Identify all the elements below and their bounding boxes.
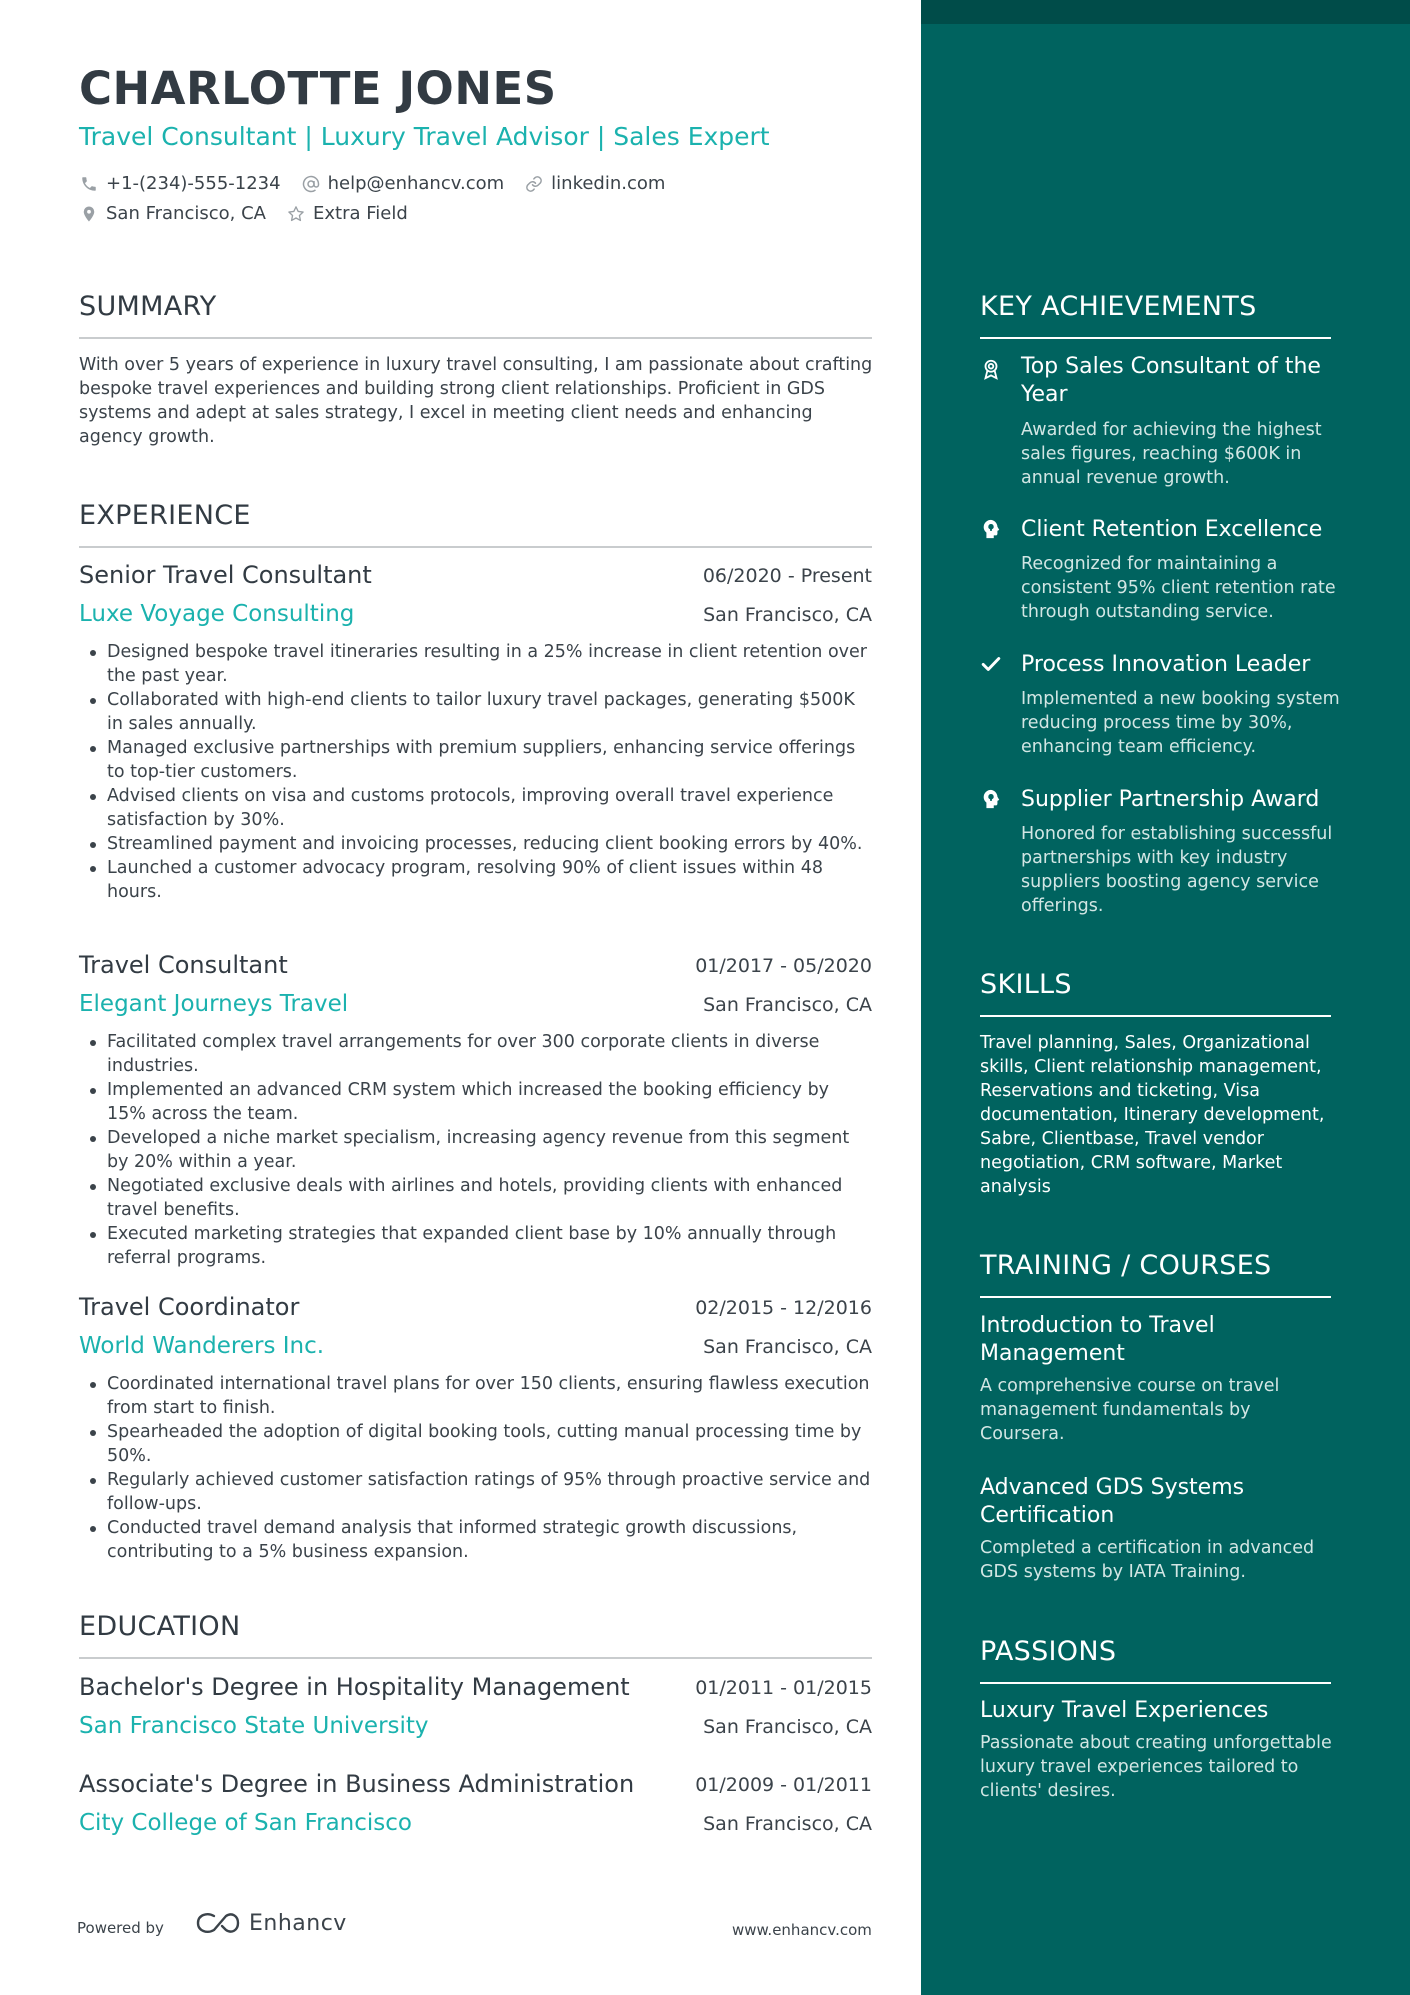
job-bullets — [79, 640, 872, 904]
training-heading: TRAINING / COURSES — [980, 1250, 1272, 1281]
degree-title: Associate's Degree in Business Administration — [79, 1770, 635, 1798]
location-pin-icon — [79, 204, 99, 224]
course-item — [980, 1312, 1340, 1446]
bullet-item: Developed a niche market specialism, increasing agency revenue from this segment by 20% within a year. — [79, 1126, 872, 1174]
course-title: Introduction to Travel Management — [980, 1313, 1215, 1366]
sidebar — [921, 0, 1410, 1995]
star-icon — [286, 204, 306, 224]
experience-heading: EXPERIENCE — [79, 500, 251, 531]
head-idea-icon — [980, 518, 1002, 540]
school-location: San Francisco, CA — [703, 1716, 872, 1738]
footer-url[interactable]: www.enhancv.com — [732, 1921, 872, 1939]
passions-heading: PASSIONS — [980, 1636, 1117, 1667]
job-location: San Francisco, CA — [703, 994, 872, 1016]
extra-field-text: Extra Field — [312, 203, 408, 224]
course-title: Advanced GDS Systems Certification — [980, 1475, 1245, 1528]
summary-heading: SUMMARY — [79, 291, 217, 322]
passion-item — [980, 1697, 1340, 1803]
company-name: Luxe Voyage Consulting — [79, 601, 355, 627]
achievement-desc: Recognized for maintaining a consistent 95% client retention rate through outstanding service. — [1021, 554, 1336, 622]
contact-extra — [286, 203, 408, 224]
job-title: Senior Travel Consultant — [79, 561, 372, 589]
bullet-item: Launched a customer advocacy program, resolving 90% of client issues within 48 hours. — [79, 856, 872, 904]
bullet-item: Spearheaded the adoption of digital booking tools, cutting manual processing time by 50%. — [79, 1420, 872, 1468]
contact-row-2 — [79, 203, 428, 224]
contact-website[interactable] — [524, 173, 665, 194]
brand-name: Enhancv — [249, 1910, 347, 1936]
bullet-item: Advised clients on visa and customs protocols, improving overall travel experience satisfaction by 30%. — [79, 784, 872, 832]
candidate-name: CHARLOTTE JONES — [79, 62, 557, 115]
passions-divider — [980, 1682, 1331, 1684]
sidebar-top-bar — [921, 0, 1410, 24]
bullet-item: Coordinated international travel plans for over 150 clients, ensuring flawless execution from start to finish. — [79, 1372, 872, 1420]
achievement-desc: Awarded for achieving the highest sales figures, reaching $600K in annual revenue growth. — [1021, 420, 1322, 488]
phone-text: +1-(234)-555-1234 — [106, 173, 281, 194]
company-name: World Wanderers Inc. — [79, 1333, 325, 1359]
headline: Travel Consultant | Luxury Travel Advisor | Sales Expert — [79, 122, 770, 151]
job-bullets — [79, 1030, 872, 1270]
achievement-title: Top Sales Consultant of the Year — [1021, 354, 1321, 407]
link-icon — [524, 174, 544, 194]
enhancv-logo-icon — [195, 1910, 241, 1936]
at-sign-icon — [301, 174, 321, 194]
job-location: San Francisco, CA — [703, 1336, 872, 1358]
school-name: San Francisco State University — [79, 1713, 429, 1739]
achievement-title: Supplier Partnership Award — [1021, 787, 1320, 812]
passion-title: Luxury Travel Experiences — [980, 1698, 1269, 1723]
bullet-item: Regularly achieved customer satisfaction ratings of 95% through proactive service and follow-ups. — [79, 1468, 872, 1516]
website-text: linkedin.com — [551, 173, 666, 194]
job-title: Travel Consultant — [79, 951, 288, 979]
bullet-item: Collaborated with high-end clients to tailor luxury travel packages, generating $500K in sales annually. — [79, 688, 872, 736]
contact-row-1 — [79, 173, 685, 194]
skills-list: Travel planning, Sales, Organizational skills, Client relationship management, Reservations and ticketing, Visa documentation, Itinerary development, Sabre, Clientbase, Travel vendor negotiation, CRM software, Market analysis — [980, 1033, 1325, 1197]
education-divider — [79, 1657, 872, 1659]
achievements-heading: KEY ACHIEVEMENTS — [980, 291, 1257, 322]
achievement-title: Process Innovation Leader — [1021, 652, 1311, 677]
award-icon — [980, 358, 1002, 380]
job-dates: 02/2015 - 12/2016 — [695, 1297, 872, 1319]
degree-dates: 01/2011 - 01/2015 — [695, 1677, 872, 1699]
job-title: Travel Coordinator — [79, 1293, 300, 1321]
summary-text: With over 5 years of experience in luxury travel consulting, I am passionate about crafting bespoke travel experiences and building strong client relationships. Proficient in GDS systems and adept at sales strategy, I excel in meeting client needs and enhancing agency growth. — [79, 355, 873, 447]
achievement-title: Client Retention Excellence — [1021, 517, 1323, 542]
bullet-item: Implemented an advanced CRM system which increased the booking efficiency by 15% across the team. — [79, 1078, 872, 1126]
location-text: San Francisco, CA — [106, 203, 266, 224]
bullet-item: Conducted travel demand analysis that informed strategic growth discussions, contributing to a 5% business expansion. — [79, 1516, 872, 1564]
skills-heading: SKILLS — [980, 969, 1072, 1000]
contact-phone[interactable] — [79, 173, 281, 194]
job-dates: 06/2020 - Present — [702, 565, 872, 587]
skills-divider — [980, 1015, 1331, 1017]
school-name: City College of San Francisco — [79, 1810, 412, 1836]
checkmark-icon — [980, 653, 1002, 675]
education-heading: EDUCATION — [79, 1611, 241, 1642]
contact-email[interactable] — [301, 173, 505, 194]
degree-title: Bachelor's Degree in Hospitality Management — [79, 1673, 630, 1701]
job-bullets — [79, 1372, 872, 1564]
achievement-desc: Implemented a new booking system reducing process time by 30%, enhancing team efficiency. — [1021, 689, 1340, 757]
phone-icon — [79, 174, 99, 194]
email-text: help@enhancv.com — [327, 173, 505, 194]
experience-divider — [79, 546, 872, 548]
achievements-divider — [980, 337, 1331, 339]
company-name: Elegant Journeys Travel — [79, 991, 349, 1017]
achievement-desc: Honored for establishing successful partnerships with key industry suppliers boosting agency service offerings. — [1021, 824, 1333, 916]
contact-location — [79, 203, 266, 224]
enhancv-logo[interactable] — [195, 1910, 347, 1936]
course-desc: Completed a certification in advanced GDS systems by IATA Training. — [980, 1538, 1315, 1582]
bullet-item: Designed bespoke travel itineraries resulting in a 25% increase in client retention over the past year. — [79, 640, 872, 688]
course-item — [980, 1474, 1340, 1584]
training-divider — [980, 1296, 1331, 1298]
job-dates: 01/2017 - 05/2020 — [695, 955, 872, 977]
bullet-item: Negotiated exclusive deals with airlines and hotels, providing clients with enhanced travel benefits. — [79, 1174, 872, 1222]
bullet-item: Streamlined payment and invoicing processes, reducing client booking errors by 40%. — [79, 832, 872, 856]
bullet-item: Managed exclusive partnerships with premium suppliers, enhancing service offerings to top-tier customers. — [79, 736, 872, 784]
job-location: San Francisco, CA — [703, 604, 872, 626]
course-desc: A comprehensive course on travel management fundamentals by Coursera. — [980, 1376, 1280, 1444]
school-location: San Francisco, CA — [703, 1813, 872, 1835]
bullet-item: Facilitated complex travel arrangements for over 300 corporate clients in diverse industries. — [79, 1030, 872, 1078]
degree-dates: 01/2009 - 01/2011 — [695, 1774, 872, 1796]
head-idea-icon — [980, 788, 1002, 810]
bullet-item: Executed marketing strategies that expanded client base by 10% annually through referral programs. — [79, 1222, 872, 1270]
summary-divider — [79, 337, 872, 339]
powered-by-label: Powered by — [77, 1919, 164, 1937]
passion-desc: Passionate about creating unforgettable luxury travel experiences tailored to clients' desires. — [980, 1733, 1332, 1801]
